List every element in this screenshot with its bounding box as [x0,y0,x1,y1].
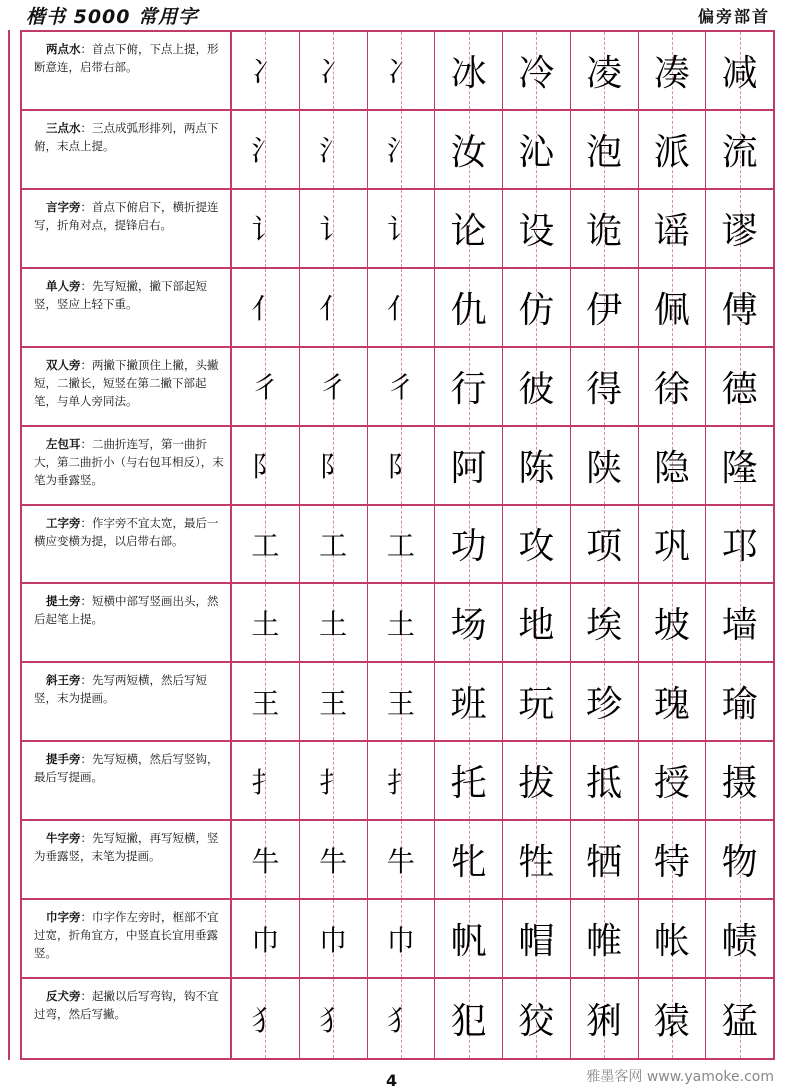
watermark: 雅墨客网 www.yamoke.com [586,1069,774,1085]
example-character-cell [503,742,571,819]
radical-instruction: ：先写短横，然后写竖钩，最后写提画。 [34,752,219,785]
example-character: 珍 [586,684,623,726]
example-character-cell [639,506,707,583]
radical-glyph: 犭 [319,1003,348,1037]
example-character-cell [639,742,707,819]
radical-description [22,821,232,898]
radical-sample [232,742,300,819]
example-character-cell [571,900,639,977]
radical-sample [232,584,300,661]
example-character: 帽 [518,921,555,963]
radical-glyph: 土 [251,607,280,641]
radical-name: 巾字旁 [46,910,81,925]
page-header [20,0,780,30]
example-character-cell [706,427,773,504]
radical-glyph: 巾 [386,923,415,957]
radical-glyph: 犭 [386,1003,415,1037]
radical-glyph: 彳 [386,371,415,405]
radical-glyph: 阝 [319,450,348,484]
radical-sample [232,348,300,425]
radical-row [22,979,773,1058]
radical-sample [232,663,300,740]
radical-glyph: 牛 [251,844,280,878]
radical-glyph: 亻 [251,292,280,326]
example-character: 授 [653,763,690,805]
radical-instruction: ：首点下俯，下点上提，形断意连，启带右部。 [34,42,219,74]
radical-sample [232,32,300,109]
radical-sample [232,111,300,188]
radical-glyph: 扌 [386,765,415,799]
example-character-cell [706,821,773,898]
radical-sample [368,190,436,267]
example-character-cell [706,663,773,740]
example-character: 托 [450,763,487,805]
radical-name: 双人旁 [46,357,81,372]
radical-glyph: 亻 [386,292,415,326]
example-character-cell [706,506,773,583]
example-character-cell [435,584,503,661]
radical-sample [368,663,436,740]
example-character: 邛 [721,526,758,568]
example-character: 仿 [518,289,555,331]
example-character-cell [435,506,503,583]
radical-row [22,32,773,111]
example-character: 瑰 [653,684,690,726]
example-character: 流 [721,131,758,173]
example-character-cell [639,979,707,1058]
radical-sample [368,348,436,425]
example-character: 埃 [586,605,623,647]
example-character: 帻 [721,921,758,963]
radical-glyph: 冫 [386,55,415,89]
example-character: 帆 [450,921,487,963]
radical-glyph: 土 [319,607,348,641]
radical-glyph: 工 [319,528,348,562]
example-character: 狡 [518,1001,555,1043]
example-character: 减 [721,52,758,94]
example-character-cell [571,190,639,267]
radical-description [22,111,232,188]
radical-description [22,269,232,346]
example-character-cell [571,584,639,661]
radical-row [22,111,773,190]
radical-name: 反犬旁 [46,989,81,1004]
radical-instruction: ：首点下俯启下，横折提连写，折角对点，提锋启右。 [34,199,219,232]
radical-sample [368,32,436,109]
radical-description [22,427,232,504]
radical-instruction: ：两撇下撇顶住上撇，头撇短，二撇长，短竖在第二撇下部起笔，与单人旁同法。 [34,357,219,408]
radical-name: 三点水 [46,120,81,135]
example-character-cell [571,111,639,188]
example-character-cell [435,111,503,188]
example-character-cell [571,269,639,346]
example-character: 抵 [586,763,623,805]
radical-glyph: 巾 [251,923,280,957]
example-character-cell [706,32,773,109]
example-character: 帷 [586,921,623,963]
example-character-cell [435,32,503,109]
example-character-cell [639,584,707,661]
example-character-cell [435,427,503,504]
radical-glyph: 讠 [319,213,348,247]
example-character: 派 [653,131,690,173]
example-character-cell [503,506,571,583]
radical-instruction: ：二曲折连写，第一曲折大，第二曲折小（与右包耳相反），末笔为垂露竖。 [34,436,224,487]
example-character-cell [706,111,773,188]
example-character: 陈 [518,447,555,489]
example-character-cell [639,821,707,898]
margin-rule [8,30,10,1060]
radical-glyph: 氵 [251,134,280,168]
radical-instruction: ：巾字作左旁时，框部不宜过宽，折角宜方，中竖直长宜用垂露竖。 [34,910,219,961]
example-character: 隐 [653,447,690,489]
example-character: 凌 [586,52,623,94]
example-character: 特 [653,842,690,884]
example-character-cell [435,979,503,1058]
radical-sample [300,663,368,740]
example-character-cell [503,32,571,109]
page-number: 4 [386,1071,398,1090]
radical-sample [300,506,368,583]
radical-instruction: ：先写短撇，再写短横，竖为垂露竖，末笔为提画。 [34,831,219,864]
example-character: 冷 [518,52,555,94]
radical-sample [368,584,436,661]
radical-sample [368,742,436,819]
radical-sample [300,269,368,346]
radical-row [22,506,773,585]
example-character-cell [706,584,773,661]
example-character: 功 [450,526,487,568]
example-character: 傅 [721,289,758,331]
radical-sample [300,742,368,819]
example-character: 得 [586,368,623,410]
example-character: 泡 [586,131,623,173]
example-character-cell [639,111,707,188]
example-character: 谣 [653,210,690,252]
radical-glyph: 阝 [386,450,415,484]
example-character-cell [706,348,773,425]
example-character: 冰 [450,52,487,94]
radical-row [22,900,773,979]
radical-description [22,979,232,1058]
radical-glyph: 工 [386,528,415,562]
example-character: 沁 [518,131,555,173]
radical-instruction: ：起撇以后写弯钩，钩不宜过弯，然后写撇。 [34,989,219,1022]
radical-glyph: 彳 [251,371,280,405]
radical-glyph: 犭 [251,1003,280,1037]
example-character: 牺 [586,842,623,884]
radical-row [22,269,773,348]
example-character: 牲 [518,842,555,884]
example-character: 班 [450,684,487,726]
radical-name: 工字旁 [46,515,81,530]
radical-instruction: ：先写短撇，撇下部起短竖，竖应上轻下重。 [34,278,207,311]
radical-row [22,427,773,506]
example-character-cell [435,348,503,425]
radical-row [22,742,773,821]
radical-name: 两点水 [46,42,81,56]
example-character: 徐 [653,368,690,410]
radical-glyph: 土 [386,607,415,641]
example-character: 坡 [653,605,690,647]
example-character-cell [639,269,707,346]
example-character: 拔 [518,763,555,805]
example-character-cell [503,979,571,1058]
radical-glyph: 牛 [319,844,348,878]
radical-description [22,663,232,740]
radical-glyph: 彳 [319,371,348,405]
radical-sample [232,269,300,346]
example-character-cell [706,190,773,267]
example-character-cell [503,348,571,425]
book-title: 楷书 5000 常用字 [26,6,199,28]
example-character-cell [503,821,571,898]
example-character: 玩 [518,684,555,726]
radical-row [22,663,773,742]
example-character-cell [706,742,773,819]
radical-row [22,821,773,900]
example-character-cell [571,506,639,583]
radical-row [22,190,773,269]
example-character-cell [571,979,639,1058]
example-character: 墙 [721,605,758,647]
example-character: 阿 [450,447,487,489]
example-character: 隆 [721,447,758,489]
example-character: 猁 [586,1001,623,1043]
example-character: 彼 [518,368,555,410]
radical-glyph: 阝 [251,450,280,484]
example-character: 场 [450,605,487,647]
radical-sample [368,900,436,977]
example-character-cell [639,900,707,977]
example-character-cell [571,427,639,504]
example-character-cell [503,269,571,346]
example-character: 帐 [653,921,690,963]
radical-glyph: 氵 [319,134,348,168]
example-character-cell [503,111,571,188]
radical-description [22,900,232,977]
example-character: 行 [450,368,487,410]
radical-sample [368,506,436,583]
radical-glyph: 冫 [251,55,280,89]
example-character: 凑 [653,52,690,94]
example-character-cell [571,32,639,109]
example-character: 猿 [653,1001,690,1043]
example-character-cell [639,190,707,267]
radical-sample [232,506,300,583]
example-character-cell [706,900,773,977]
radical-description [22,584,232,661]
radical-name: 斜王旁 [46,673,81,688]
example-character: 项 [586,526,623,568]
radical-sample [300,900,368,977]
example-character: 佩 [653,289,690,331]
radical-sample [232,427,300,504]
radical-row [22,348,773,427]
example-character-cell [435,663,503,740]
radical-sample [232,979,300,1058]
radical-sample [232,900,300,977]
example-character-cell [435,190,503,267]
radical-name: 左包耳 [46,436,81,451]
radical-sample [368,111,436,188]
example-character: 诡 [586,210,623,252]
example-character: 汝 [450,131,487,173]
radical-name: 言字旁 [46,199,81,214]
radical-instruction: ：短横中部写竖画出头，然后起笔上提。 [34,594,219,627]
example-character-cell [571,663,639,740]
example-character-cell [503,663,571,740]
example-character-cell [706,979,773,1058]
radical-name: 提手旁 [46,752,81,767]
radical-sample [232,821,300,898]
example-character: 牝 [450,842,487,884]
radical-description [22,348,232,425]
example-character: 犯 [450,1001,487,1043]
radical-row [22,584,773,663]
example-character: 巩 [653,526,690,568]
radical-name: 提土旁 [46,594,81,609]
example-character-cell [435,821,503,898]
example-character-cell [639,427,707,504]
radical-sample [232,190,300,267]
radical-instruction: ：作字旁不宜太宽，最后一横应变横为提，以启带右部。 [34,515,219,548]
radical-name: 牛字旁 [46,831,81,846]
example-character-cell [435,900,503,977]
radical-sample [368,427,436,504]
example-character: 摄 [721,763,758,805]
radical-sample [300,821,368,898]
radical-glyph: 讠 [386,213,415,247]
radical-description [22,506,232,583]
example-character: 设 [518,210,555,252]
radical-name: 单人旁 [46,278,81,293]
section-title: 偏旁部首 [697,7,770,26]
radical-glyph: 牛 [386,844,415,878]
radical-instruction: ：三点成弧形排列，两点下俯，末点上提。 [34,120,219,153]
radical-instruction: ：先写两短横，然后写短竖，末为提画。 [34,673,207,706]
example-character: 瑜 [721,684,758,726]
radical-sample [300,111,368,188]
radical-glyph: 冫 [319,55,348,89]
radical-glyph: 工 [251,528,280,562]
example-character: 谬 [721,210,758,252]
radical-glyph: 王 [319,686,348,720]
radical-sample [300,190,368,267]
example-character: 陕 [586,447,623,489]
radical-sample [300,348,368,425]
radical-sample [368,979,436,1058]
example-character-cell [706,269,773,346]
example-character: 伊 [586,289,623,331]
radical-sample [300,427,368,504]
radical-glyph: 氵 [386,134,415,168]
example-character-cell [435,742,503,819]
radical-description [22,190,232,267]
radical-description [22,32,232,109]
radical-glyph: 扌 [251,765,280,799]
example-character-cell [571,821,639,898]
radical-glyph: 扌 [319,765,348,799]
example-character-cell [571,348,639,425]
radical-glyph: 讠 [251,213,280,247]
example-character: 猛 [721,1001,758,1043]
example-character-cell [503,190,571,267]
radical-sample [300,584,368,661]
example-character-cell [435,269,503,346]
radical-sample [368,269,436,346]
example-character-cell [503,584,571,661]
practice-grid [20,30,775,1060]
radical-glyph: 王 [251,686,280,720]
example-character-cell [639,32,707,109]
radical-sample [300,32,368,109]
radical-description [22,742,232,819]
example-character: 论 [450,210,487,252]
example-character-cell [639,663,707,740]
example-character-cell [503,900,571,977]
example-character-cell [639,348,707,425]
radical-sample [368,821,436,898]
example-character: 攻 [518,526,555,568]
example-character-cell [571,742,639,819]
example-character: 德 [721,368,758,410]
radical-glyph: 亻 [319,292,348,326]
radical-sample [300,979,368,1058]
radical-glyph: 巾 [319,923,348,957]
radical-glyph: 王 [386,686,415,720]
example-character: 地 [518,605,555,647]
example-character: 物 [721,842,758,884]
example-character-cell [503,427,571,504]
example-character: 仇 [450,289,487,331]
